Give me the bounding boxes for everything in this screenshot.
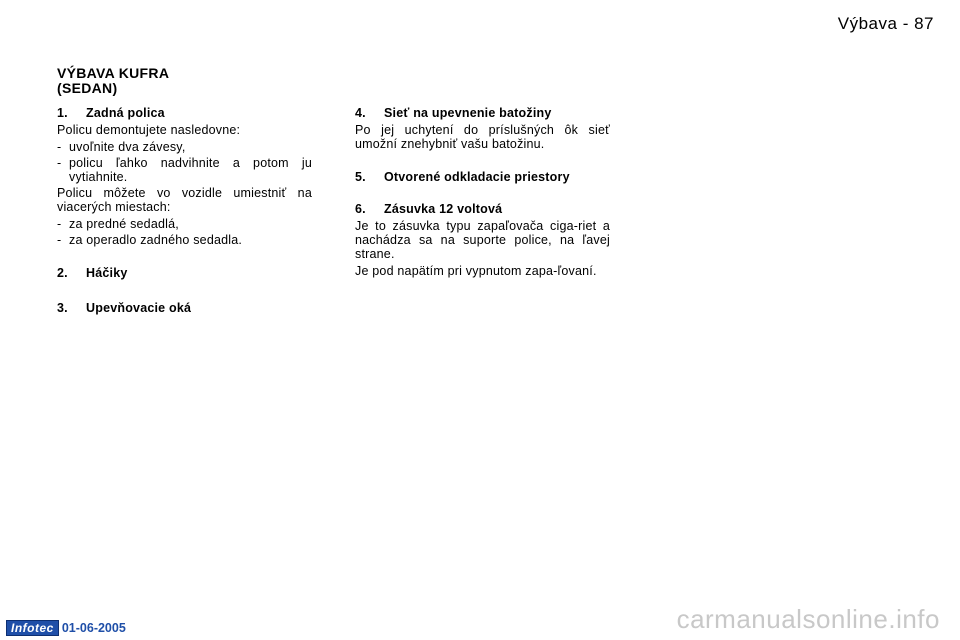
item-3-number: 3.	[57, 301, 68, 315]
watermark: carmanualsonline.info	[676, 604, 940, 634]
item-1-heading	[57, 106, 312, 120]
item-6-heading	[355, 202, 610, 216]
list-item	[57, 217, 312, 231]
dash-marker: -	[57, 140, 62, 154]
dash-marker: -	[57, 217, 62, 231]
item-2-heading	[57, 266, 312, 280]
item-1-bullets	[57, 140, 312, 184]
item-3-heading	[57, 301, 312, 315]
left-column	[57, 106, 312, 315]
footer-date: 01-06-2005	[61, 621, 126, 635]
dash-marker: -	[57, 156, 62, 170]
list-item	[57, 156, 312, 184]
right-column	[355, 106, 610, 278]
item-5-title: Otvorené odkladacie priestory	[384, 170, 570, 184]
dash-marker: -	[57, 233, 62, 247]
item-1-intro: Policu demontujete nasledovne:	[57, 123, 241, 137]
page-header-title: Výbava - 87	[837, 14, 934, 33]
item-6-number: 6.	[355, 202, 366, 216]
footer	[6, 620, 126, 636]
infotec-logo: Infotec	[6, 620, 59, 636]
item-6-title: Zásuvka 12 voltová	[384, 202, 503, 216]
item-1-para2: Policu môžete vo vozidle umiestniť na viacerých miestach:	[57, 186, 312, 214]
item-1-title: Zadná polica	[86, 106, 165, 120]
item-4-text: Po jej uchytení do príslušných ôk sieť umožní znehybniť vašu batožinu.	[355, 123, 610, 151]
list-item-text: policu ľahko nadvihnite a potom ju vytiahnite.	[69, 156, 312, 184]
item-4-number: 4.	[355, 106, 366, 120]
list-item-text: uvoľnite dva závesy,	[69, 140, 186, 154]
item-2-title: Háčiky	[86, 266, 128, 280]
item-6-text1: Je to zásuvka typu zapaľovača ciga-riet a nachádza sa na suporte police, na ľavej strane.	[355, 219, 610, 261]
list-item	[57, 140, 312, 154]
item-4-title: Sieť na upevnenie batožiny	[384, 106, 552, 120]
item-1-number: 1.	[57, 106, 68, 120]
item-6-text2: Je pod napätím pri vypnutom zapa-ľovaní.	[355, 264, 597, 278]
section-title	[57, 66, 169, 96]
item-3-title: Upevňovacie oká	[86, 301, 192, 315]
item-1-bullets2	[57, 217, 312, 247]
item-2-number: 2.	[57, 266, 68, 280]
section-title-line2: (SEDAN)	[57, 80, 118, 96]
list-item-text: za operadlo zadného sedadla.	[69, 233, 243, 247]
list-item-text: za predné sedadlá,	[69, 217, 179, 231]
item-4-heading	[355, 106, 610, 120]
item-5-number: 5.	[355, 170, 366, 184]
list-item	[57, 233, 312, 247]
item-5-heading	[355, 170, 610, 184]
section-title-line1: VÝBAVA KUFRA	[57, 65, 170, 81]
